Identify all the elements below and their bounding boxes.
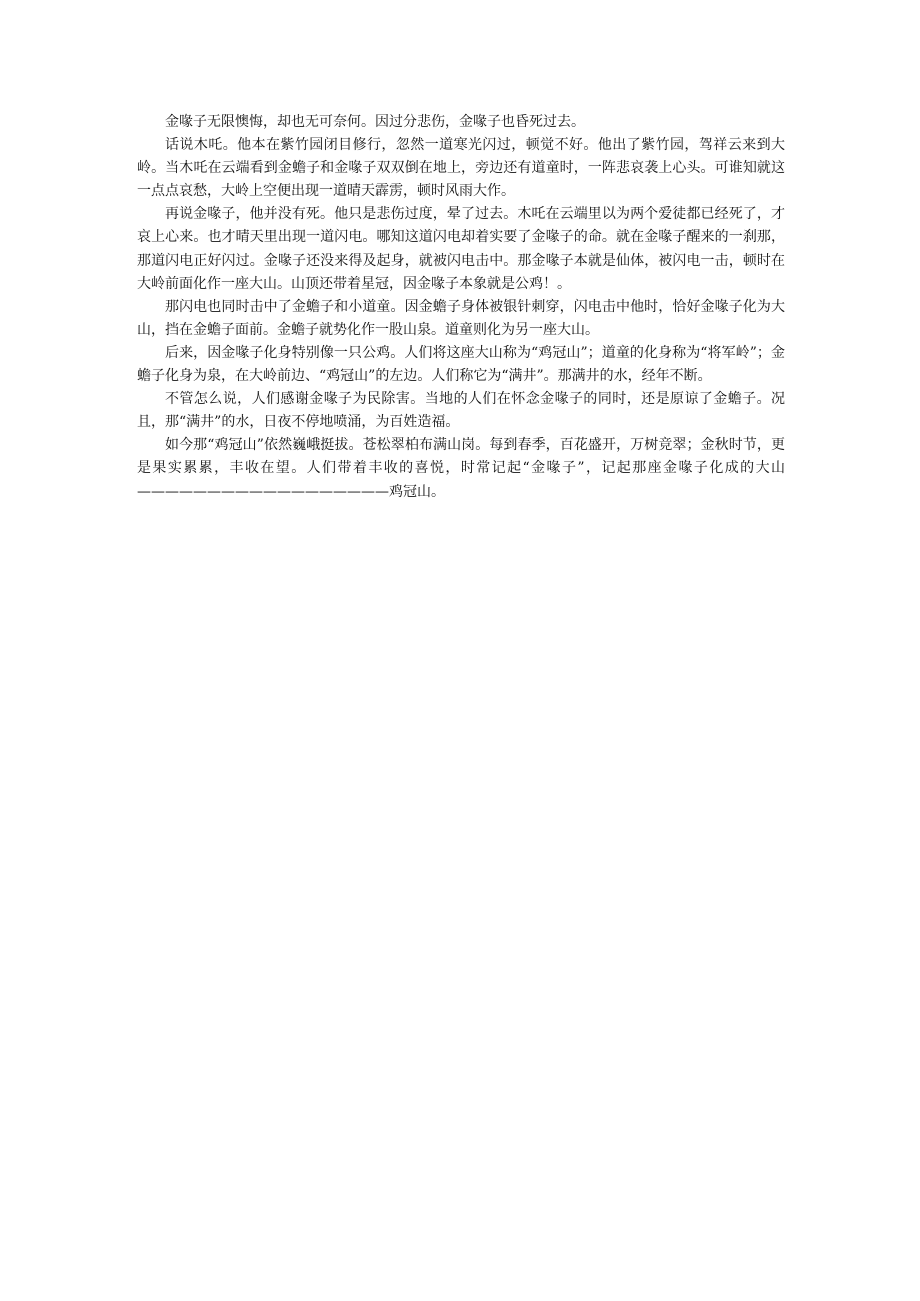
document-body [137,111,785,504]
paragraph: 不管怎么说，人们感谢金喙子为民除害。当地的人们在怀念金喙子的同时，还是原谅了金蟾子。况且，那“满井”的水，日夜不停地喷涌，为百姓造福。 [137,391,785,431]
paragraph: 后来，因金喙子化身特别像一只公鸡。人们将这座大山称为“鸡冠山”；道童的化身称为“将军岭”；金蟾子化身为泉，在大岭前边、“鸡冠山”的左边。人们称它为“满井”。那满井的水，经年不断。 [137,344,785,385]
paragraph: 如今那“鸡冠山”依然巍峨挺拔。苍松翠柏布满山岗。每到春季，百花盛开，万树竞翠；金秋时节，更是果实累累，丰收在望。人们带着丰收的喜悦，时常记起“金喙子”，记起那座金喙子化成的大山 ——————————————————鸡冠山。 [137,437,785,500]
paragraph: 金喙子无限懊悔，却也无可奈何。因过分悲伤，金喙子也昏死过去。 [165,114,585,130]
paragraph: 那闪电也同时击中了金蟾子和小道童。因金蟾子身体被银针刺穿，闪电击中他时，恰好金喙子化为大山，挡在金蟾子面前。金蟾子就势化作一股山泉。道童则化为另一座大山。 [137,298,785,338]
paragraph: 话说木吒。他本在紫竹园闭目修行，忽然一道寒光闪过，顿觉不好。他出了紫竹园，驾祥云来到大岭。当木吒在云端看到金蟾子和金喙子双双倒在地上，旁边还有道童时，一阵悲哀袭上心头。可谁知就这一点点哀愁，大岭上空便出现一道晴天霹雳，顿时风雨大作。 [137,137,785,200]
paragraph: 再说金喙子，他并没有死。他只是悲伤过度，晕了过去。木吒在云端里以为两个爱徒都已经死了，才哀上心来。也才晴天里出现一道闪电。哪知这道闪电却着实要了金喙子的命。就在金喙子醒来的一刹那，那道闪电正好闪过。金喙子还没来得及起身，就被闪电击中。那金喙子本就是仙体，被闪电一击，顿时在大岭前面化作一座大山。山顶还带着星冠，因金喙子本象就是公鸡！。 [137,206,785,292]
